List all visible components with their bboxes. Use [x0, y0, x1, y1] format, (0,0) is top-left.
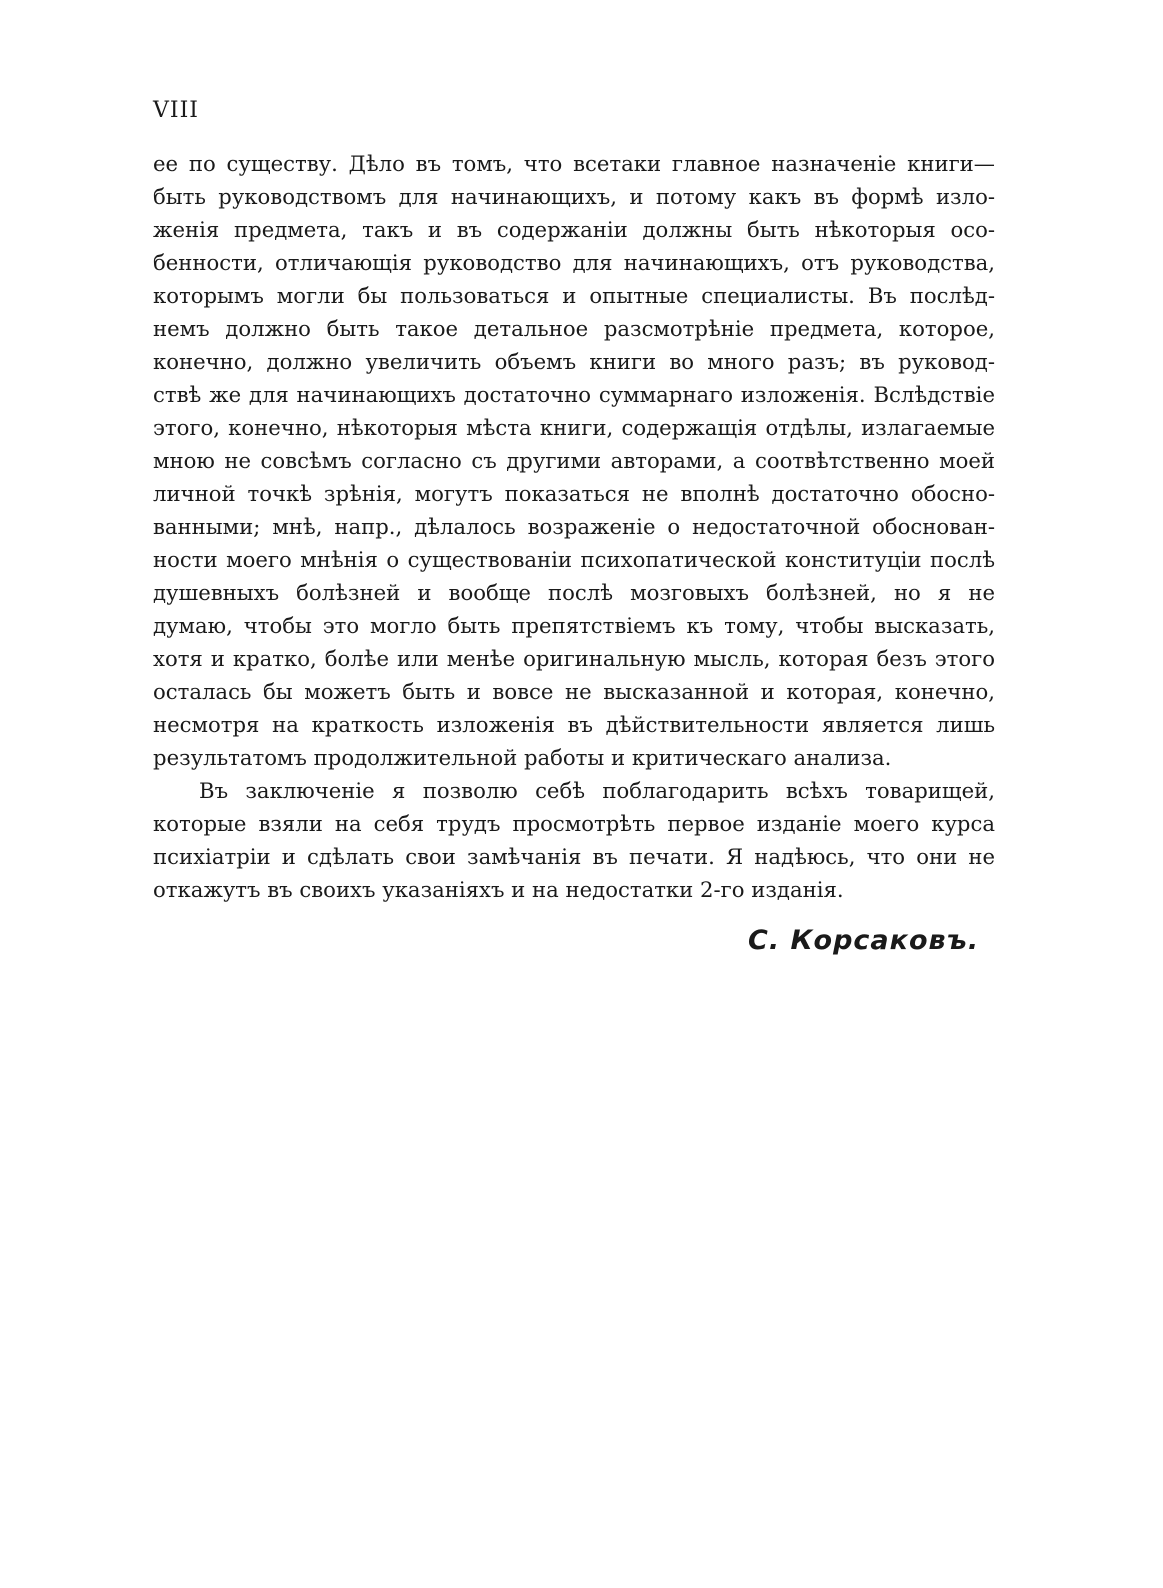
paragraph-1 [153, 147, 995, 774]
text-line: этого, конечно, нѣкоторыя мѣста книги, содержащія отдѣлы, излагаемые [153, 415, 995, 440]
text-line: результатомъ продолжительной работы и критическаго анализа. [153, 745, 892, 770]
text-line: хотя и кратко, болѣе или менѣе оригинальную мысль, которая безъ этого [153, 646, 995, 671]
text-line: ствѣ же для начинающихъ достаточно суммарнаго изложенія. Вслѣдствіе [153, 382, 995, 407]
text-line: душевныхъ болѣзней и вообще послѣ мозговыхъ болѣзней, но я не [153, 580, 995, 605]
text-line: откажутъ въ своихъ указаніяхъ и на недостатки 2-го изданія. [153, 877, 844, 902]
text-line: осталась бы можетъ быть и вовсе не высказанной и которая, конечно, [153, 679, 995, 704]
page-number: VIII [153, 98, 199, 123]
text-line: которымъ могли бы пользоваться и опытные специалисты. Въ послѣд- [153, 283, 995, 308]
text-line: ванными; мнѣ, напр., дѣлалось возраженіе о недостаточной обоснован- [153, 514, 995, 539]
text-line: которые взяли на себя трудъ просмотрѣть первое изданіе моего курса [153, 811, 995, 836]
paragraph-2 [153, 774, 995, 906]
text-line: Въ заключеніе я позволю себѣ поблагодарить всѣхъ товарищей, [199, 778, 995, 803]
text-line: немъ должно быть такое детальное разсмотрѣніе предмета, которое, [153, 316, 995, 341]
text-line: думаю, чтобы это могло быть препятствіемъ къ тому, чтобы высказать, [153, 613, 995, 638]
text-line: женія предмета, такъ и въ содержаніи должны быть нѣкоторыя осо- [153, 217, 995, 242]
text-line: ности моего мнѣнія о существованіи психопатической конституціи послѣ [153, 547, 995, 572]
text-line: ее по существу. Дѣло въ томъ, что всетаки главное назначеніе книги— [153, 151, 995, 176]
text-line: психіатріи и сдѣлать свои замѣчанія въ печати. Я надѣюсь, что они не [153, 844, 995, 869]
text-line: личной точкѣ зрѣнія, могутъ показаться не вполнѣ достаточно обосно- [153, 481, 995, 506]
text-line: быть руководствомъ для начинающихъ, и потому какъ въ формѣ изло- [153, 184, 995, 209]
text-line: бенности, отличающія руководство для начинающихъ, отъ руководства, [153, 250, 995, 275]
text-line: мною не совсѣмъ согласно съ другими авторами, а соотвѣтственно моей [153, 448, 995, 473]
text-line: несмотря на краткость изложенія въ дѣйствительности является лишь [153, 712, 995, 737]
text-line: конечно, должно увеличить объемъ книги во много разъ; въ руковод- [153, 349, 995, 374]
author-signature: С. Корсаковъ. [748, 925, 980, 956]
preface-text [153, 147, 995, 906]
